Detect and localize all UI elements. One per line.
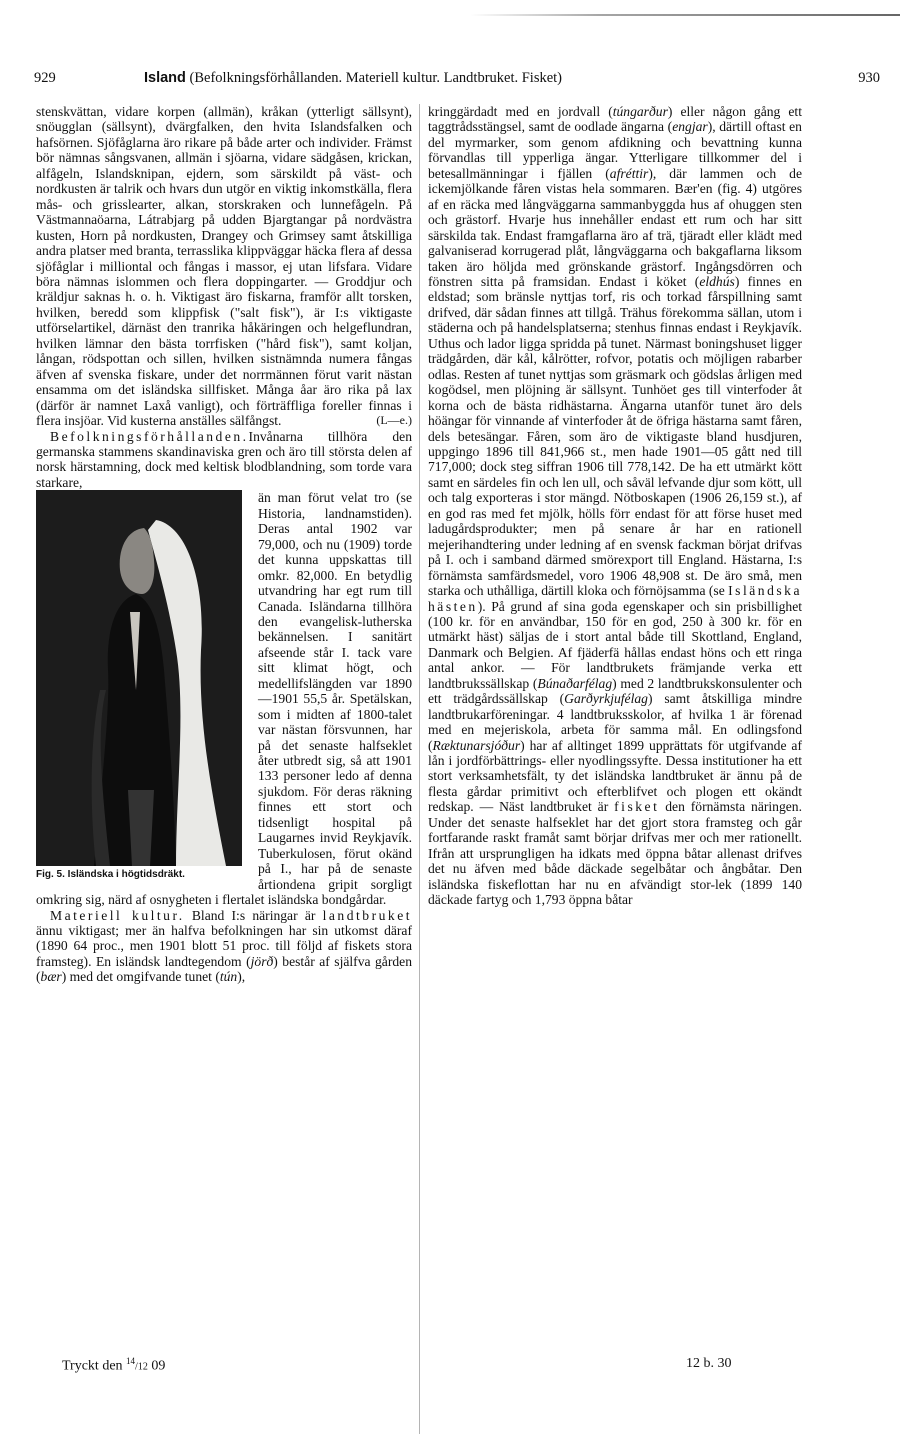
signature-mark: 12 b. 30 xyxy=(686,1356,732,1371)
running-title-rest: (Befolkningsförhållanden. Materiell kultur. Landtbruket. Fisket) xyxy=(189,70,563,86)
fauna-text: stenskvättan, vidare korpen (allmän), kråkan (ytterligt sällsynt), snöugglan (sällsynt), dvärgfalken, den hvita Islandsfalken och hafsörnen. Sjöfåglarna äro rikare på både arter och individer. Främst bör nämnas sångsvanen, allmän i sjöarna, vidare sädgåsen, krickan, alfågeln, Islandsknipan, ejdern, som särskildt på väst- och nordkusten är talrik och hvars dun utgör en viktig inkomstkälla, flera mås- och grisslearter, alkan, storskraken och lunnefågeln. På Västmannaöarna, Látrabjarg på udden Bjargtangar på nordvästra kusten, Horn på nordkusten, Drangey och Grimsey samt åtskilliga andra platser med branta, terrasslika klippväggar häcka flera af dessa sjöfåglar i milliontal och fångas i massor, ej utan lifsfara. Vidare böra nämnas islommen och flera doppingarter. — Groddjur och kräldjur saknas h. o. h. Viktigast äro fiskarna, framför allt torsken, hvilken, beredd som klippfisk ("salt fisk"), är I:s viktigaste utförselartikel, därnäst den tranrika håkäringen och helgeflundran, hvilken lämnar den bästa torrfisken ("hård fisk"), samt koljan, långan, rödspottan och sillen, hvilken sistnämnda numera fångas äfven af svenska fiskare, under det norrmännen förut varit nästan ensamma om det isländska sillfisket. Många åar äro rika på lax (därför är namnet Laxå vanligt), och förträffliga foreller finnas i flera insjöar. Vid kusterna anställes sälfångst. xyxy=(36,104,412,429)
print-date-year: 09 xyxy=(147,1358,166,1374)
spaced-landtbruket: landtbruket xyxy=(322,907,413,923)
term-tun: tún xyxy=(219,969,238,985)
paragraph-population xyxy=(36,429,412,491)
material-culture-heading: Materiell kultur. xyxy=(50,907,185,923)
agri-text-2: ) eller någon gång ett taggtrådsstängsel, samt de oodlade ängarna ( xyxy=(428,104,802,135)
figure-photograph xyxy=(36,490,242,866)
agri-text-8: ) samt åtskilliga mindre landtbrukarföreningar. 4 landtbruksskolor, af hvilka 1 är förenad med en mejeriskola, arbeta för samma mål. En odlingsfond ( xyxy=(428,691,802,753)
running-title xyxy=(144,70,562,87)
paragraph-fauna xyxy=(36,104,412,429)
right-column xyxy=(428,104,802,908)
term-bunadarfelag: Búnaðarfélag xyxy=(537,675,613,691)
term-raektunarsjodur: Ræktunarsjóður xyxy=(432,737,521,753)
spaced-fisket: fisket xyxy=(614,799,660,815)
agri-text-5: ) finnes en eldstad; som bränsle nyttjas torf, ris och torkad fårspillning samt drifved, där sådan finnes att tillgå. Trähus förekomma sällan, utom i städerna och på handelsplatserna; stenhus finnas endast i Reykjavík. Uthus och lador ligga spridda på tunet. Närmast boningshuset ligger trädgården, där kål, kålrötter, rofvor, potatis och möjligen rabarber odlas. Resten af tunet nyttjas som gräsmark och gödslas årligen med kogödsel, men plöjning är sällsynt. Tunhöet ges till vinterfoder åt korna och de bästa ridhästarna. Ängarna utanför tunet äro dels höängar för vinnande af vinterfoder åt de öfriga hästarna samt fåren, dels betesängar. Fåren, som äro de viktigaste bland husdjuren, uppgingo 1896 till 841,966 st., men hade 1901—05 gått ned till 717,000; dock steg siffran 1906 till 778,142. De ha ett utmärkt kött samt en särdeles fin och len ull, och såväl lefvande djur som kött, ull och talg exporteras i stor mängd. Nötboskapen (1906 26,159 st.), af en god ras med fet mjölk, hölls förr endast för att förse huset med ladugårdsprodukter; men på senare år har en rationell mejerihandtering under ledning af en svensk fackman börjat drifvas på I. och i samband därmed smörexport till England. Hästarna, I:s förnämsta samfärdsmedel, voro 1906 48,908 st. De äro små, men starka och uthålliga, därtill kloka och förnöjsamma (se xyxy=(428,273,802,599)
running-title-bold: Island xyxy=(144,70,186,86)
material-culture-text-a: Bland I:s näringar är xyxy=(184,907,323,923)
material-culture-text-c: ) består af själfva gården ( xyxy=(36,953,412,985)
page-header xyxy=(34,70,880,92)
print-date-day: 14 xyxy=(126,1356,136,1366)
agri-text-9: ) har af alltinget 1899 upprättats för utgifvande af lån i jordförbättrings- eller nyodlingssyfte. Dessa institutioner ha ett stort verksamhetsfält, ty det isländska landtbruket är ännu på de flesta gårdar primitivt och efterblifvet och plogen ett okändt redskap. — Näst landtbruket är xyxy=(428,737,802,815)
author-signature: (L—e.) xyxy=(376,413,412,428)
agri-text-10: den förnämsta näringen. Under det senaste halfseklet har det gjort stora framsteg och går fortfarande raskt framåt samt börjar drifvas mer och mer rationellt. Ifrån att ursprungligen ha idkats med öppna båtar allenast drifves det nu äfven med både däckade segelbåtar och ångbåtar. Den isländska fiskeflottan har nu en afvändigt stor-lek (1899 140 däckade fartyg och 1,793 öppna båtar xyxy=(428,799,802,908)
population-heading: Befolkningsförhållanden. xyxy=(50,428,249,444)
term-tungardur: túngarður xyxy=(612,104,668,119)
agri-text-3: ), därtill oftast en del myrmarker, som genom afdikning och bevattning kunna förvandlas till ypperliga ängar. Ytterligare tillkommer del i betesallmänningar i fjällen ( xyxy=(428,119,802,181)
print-date xyxy=(62,1356,165,1375)
print-date-month: /12 xyxy=(135,1361,148,1373)
term-gardyrkjufelag: Garðyrkjufélag xyxy=(564,691,648,707)
term-baer: bær xyxy=(40,969,62,985)
print-date-prefix: Tryckt den xyxy=(62,1358,127,1374)
agri-text-1: kringgärdadt med en jordvall ( xyxy=(428,104,613,119)
term-jord: jörð xyxy=(250,953,274,969)
page-number-right: 930 xyxy=(858,70,880,86)
material-culture-text-b: ännu viktigast; mer än halfva befolkningen har sin utkomst däraf (1890 64 proc., men 1901 blott 51 proc. till följd af fiskets stora framsteg). En isländsk landtegendom ( xyxy=(36,923,412,969)
term-afrettir: afréttir xyxy=(609,165,649,181)
figure-caption: Fig. 5. Isländska i högtidsdräkt. xyxy=(36,868,185,880)
material-culture-text-e: ), xyxy=(237,969,246,985)
paragraph-agriculture xyxy=(428,104,802,908)
agri-text-7: ) med 2 landtbrukskonsulenter och ett trädgårdssällskap ( xyxy=(428,675,803,707)
spaced-islandska-hasten: Isländska hästen xyxy=(428,583,802,614)
left-column xyxy=(36,104,412,985)
paragraph-material-culture xyxy=(36,908,412,985)
figure-5 xyxy=(36,490,246,880)
column-divider xyxy=(419,104,420,1434)
population-text-start: Invånarna tillhöra den germanska stammens skandinaviska gren och äro till största delen af norsk härstamning, dock med keltisk blodblandning, som torde vara starkare, xyxy=(36,428,412,490)
agri-text-6: ). På grund af sina goda egenskaper och sin prisbillighet (100 kr. för en användbar, 150 för en god, 250 à 300 kr. för en utmärkt häst) säljas de i stort antal både till Skottland, England, Danmark och Belgien. Af fjäderfä hållas endast höns och ett ringa antal ankor. — För landtbrukets främjande verka ett landtbrukssällskap ( xyxy=(428,598,802,691)
page-number-left: 929 xyxy=(34,70,56,86)
material-culture-text-d: ) med det omgifvande tunet ( xyxy=(61,969,220,985)
term-eldhus: eldhús xyxy=(699,273,735,289)
woman-in-festive-dress-illustration xyxy=(36,490,242,866)
paragraph-population-continued: än man förut velat tro (se Historia, landnamstiden). Deras antal 1902 var 79,000, och nu (1909) torde det kunna uppskattas till omkr. 82,000. En betydlig utvandring har egt rum till Canada. Isländarna tillhöra den evangelisk-lutherska bekännelsen. I sanitärt afseende står I. tack vare sitt klimat högt, och medellifslängden var 1890—1901 55,5 år. Spetälskan, som i midten af 1800-talet var nästan försvunnen, har på det senaste halfseklet åter utbredt sig, så att 1901 133 personer ledo af denna sjukdom. För deras räkning finnes ett stort och tidsenligt hospital på Laugarnes invid Reykjavík. Tuberkulosen, förut okänd på I., har på de senaste årtiondena gripit sorgligt omkring sig, närd af osnygheten i flertalet isländska bondgårdar. xyxy=(36,490,412,908)
agri-text-4: ), där lammen och de ickemjölkande fåren vistas hela sommaren. Bær'en (fig. 4) utgöres af en räcka med långväggarna sammanbyggda hus af ohuggen sten och grästorf. Hvarje hus innehåller endast ett rum och har sitt särskilda tak. Endast framgaflarna äro af trä, tjäradt eller klädt med galvaniserad korrugerad plåt, långväggarna och bakgaflarna liksom taken äro höljda med grönskande grästorf. Ingångsdörren och fönstren sitta på framsidan. Endast i köket ( xyxy=(428,165,803,289)
term-engjar: engjar xyxy=(672,119,708,135)
top-decorative-rule xyxy=(470,14,900,16)
